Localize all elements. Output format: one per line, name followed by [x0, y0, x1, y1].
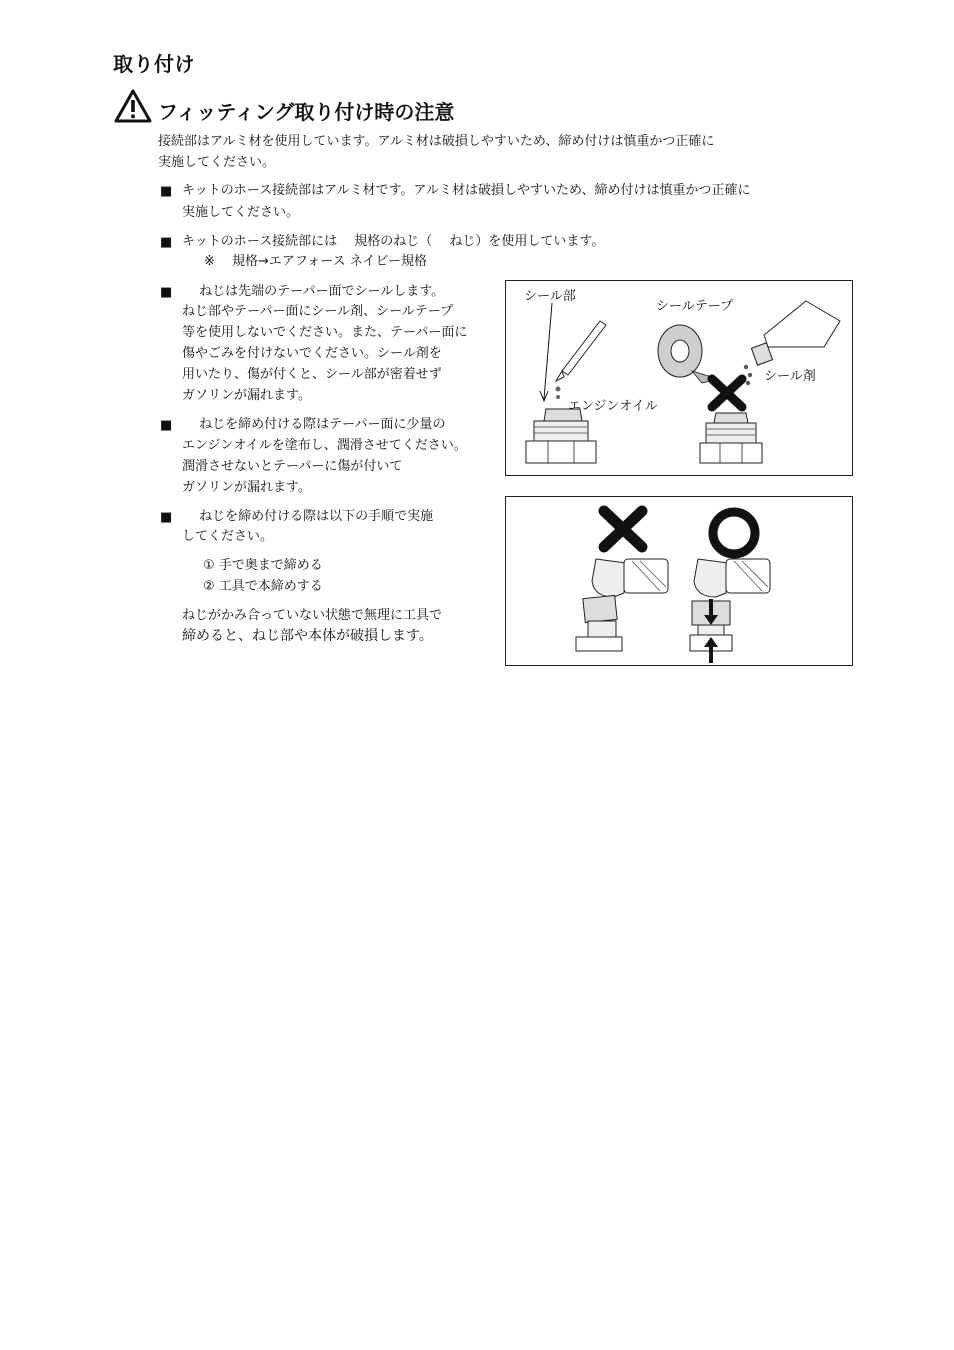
intro-line-1: 接続部はアルミ材を使用しています。アルミ材は破損しやすいため、締め付けは慎重かつ正確に [158, 134, 715, 149]
label-engine-oil: エンジンオイル [568, 399, 658, 414]
item-5-line-2: してください。 [182, 529, 274, 544]
correct-o-icon [713, 512, 755, 554]
item-2-note: ※ 規格→エアフォース ネイビー規格 [204, 254, 427, 269]
item-4-line-1: ねじを締め付ける際はテーパー面に少量の [182, 417, 446, 432]
figure-tightening [505, 496, 853, 666]
bullet-1: ■ [160, 184, 173, 199]
item-5-warning-1: ねじがかみ合っていない状態で無理に工具で [182, 608, 443, 623]
step-2: ② 工具で本締めする [203, 579, 323, 594]
warning-title: フィッティング取り付け時の注意 [158, 100, 455, 124]
fitting-right [700, 413, 762, 463]
section-heading: 取り付け [113, 52, 195, 76]
elbow-fitting-aligned [690, 559, 770, 651]
item-4-line-3: 潤滑させないとテーパーに傷が付いて [182, 459, 403, 474]
elbow-fitting-misaligned [576, 559, 668, 651]
warning-triangle-icon [113, 88, 153, 124]
item-3-line-3: 等を使用しないでください。また、テーパー面に [182, 325, 468, 340]
bullet-3: ■ [160, 285, 173, 300]
bullet-2: ■ [160, 235, 173, 250]
x-mark-icon [712, 379, 742, 407]
item-1-line-1: キットのホース接続部はアルミ材です。アルミ材は破損しやすいため、締め付けは慎重かつ正確に [182, 183, 751, 198]
item-4-line-4: ガソリンが漏れます。 [182, 480, 311, 495]
intro-line-2: 実施してください。 [158, 155, 276, 170]
label-seal-tape: シールテープ [656, 299, 734, 314]
label-seal-part: シール部 [524, 289, 576, 304]
item-3-line-6: ガソリンが漏れます。 [182, 388, 311, 403]
item-5-line-1: ねじを締め付ける際は以下の手順で実施 [182, 509, 434, 524]
seal-tape-roll [658, 325, 718, 383]
item-3-line-4: 傷やごみを付けないでください。シール剤を [182, 346, 442, 361]
item-5-warning-2: 締めると、ねじ部や本体が破損します。 [182, 628, 433, 644]
item-3-line-5: 用いたり、傷が付くと、シール部が密着せず [182, 367, 442, 382]
item-1-line-2: 実施してください。 [182, 205, 300, 220]
tightening-illustration [506, 497, 852, 665]
wrong-x-icon [604, 511, 642, 547]
step-1: ① 手で奥まで締める [203, 558, 323, 573]
bullet-4: ■ [160, 418, 173, 433]
item-3-line-1: ねじは先端のテーパー面でシールします。 [182, 284, 445, 299]
label-sealant: シール剤 [764, 369, 816, 384]
figure-sealing [505, 280, 853, 476]
fitting-left [526, 409, 596, 463]
oil-dropper [556, 321, 607, 399]
item-3-line-2: ねじ部やテーパー面にシール剤、シールテープ [182, 304, 454, 319]
bullet-5: ■ [160, 510, 173, 525]
item-4-line-2: エンジンオイルを塗布し、潤滑させてください。 [182, 438, 467, 453]
item-2-line-1: キットのホース接続部には 規格のねじ（ ねじ）を使用しています。 [182, 234, 605, 249]
